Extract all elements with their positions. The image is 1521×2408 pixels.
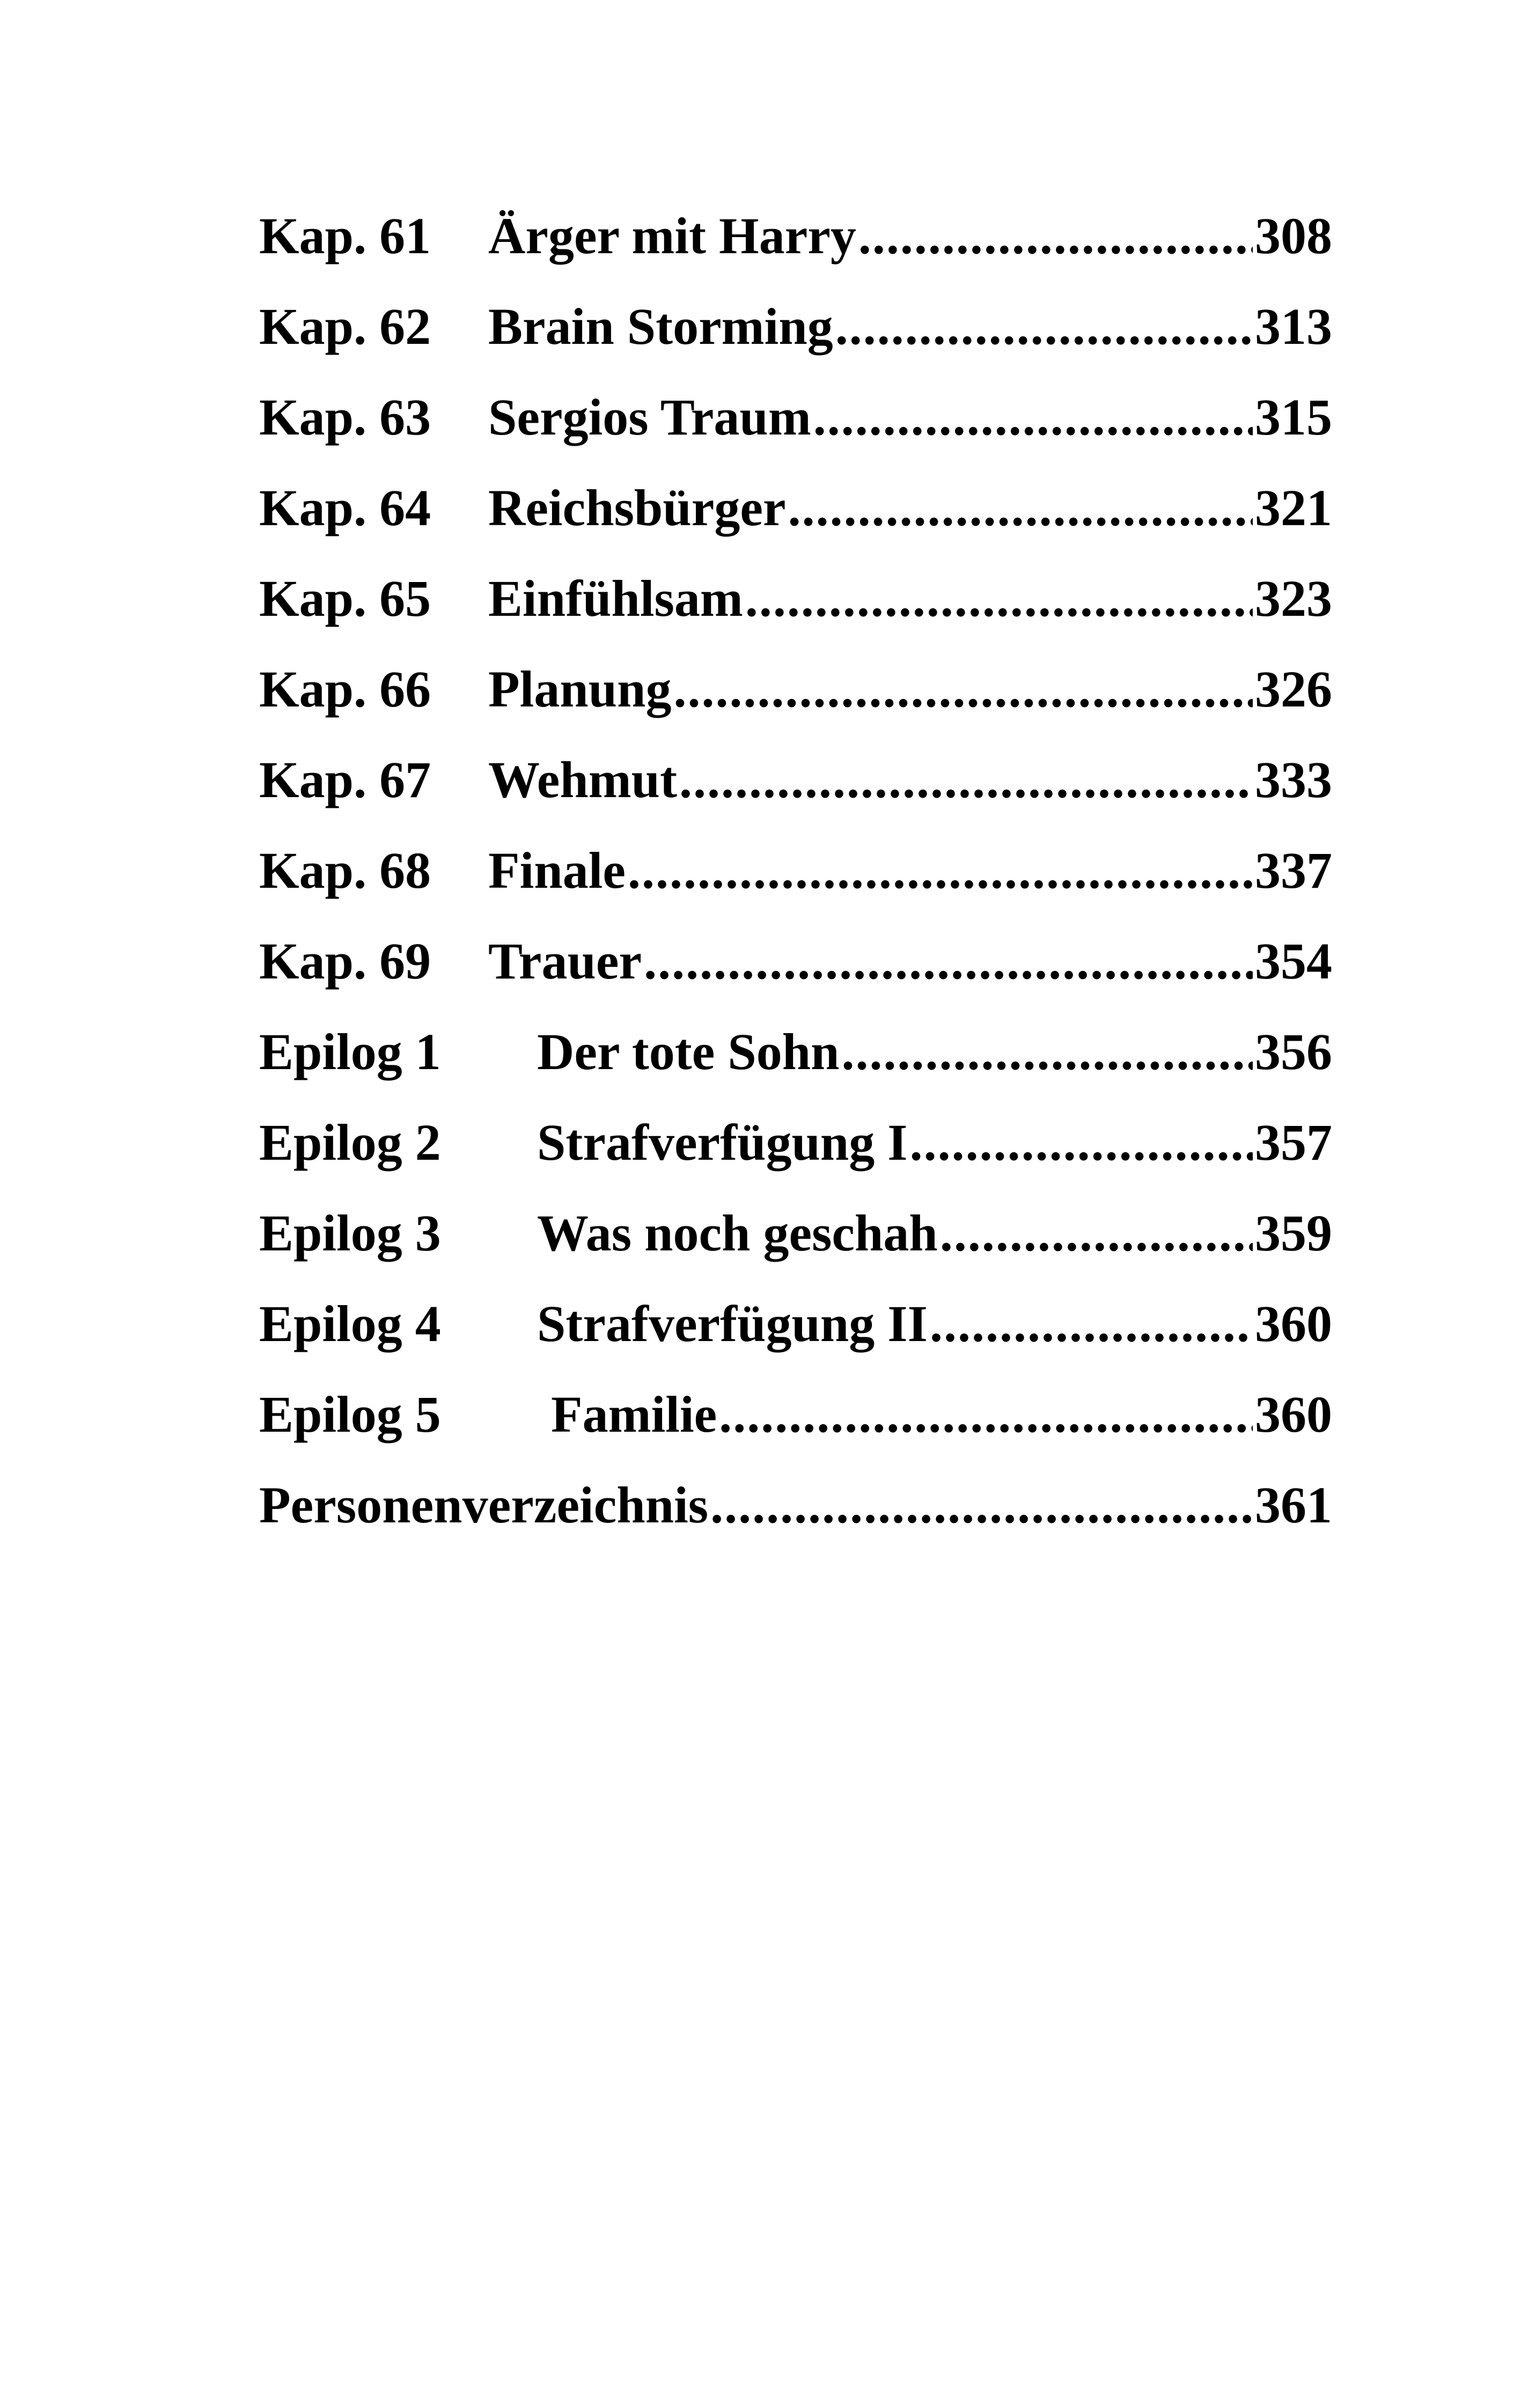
toc-entry-label: Kap. 64 [259,479,431,536]
toc-entry-title: Strafverfügung I [537,1114,908,1171]
toc-entry-page: 354 [1255,932,1332,990]
toc-entry-page: 360 [1255,1295,1332,1352]
toc-entry-epilog-5 [259,1386,1332,1479]
toc-entry-kap-62 [259,298,1332,392]
toc-entry-page: 357 [1255,1114,1332,1171]
toc-entry-title: Strafverfügung II [537,1295,928,1352]
toc-entry-title: Ärger mit Harry [488,207,856,264]
toc-entry-title: Planung [488,660,672,718]
toc-entry-label: Kap. 63 [259,388,431,446]
toc-entry-page: 326 [1255,660,1332,718]
toc-entry-page: 321 [1255,479,1332,536]
toc-dot-leader [835,301,1253,352]
toc-dot-leader [719,1389,1253,1440]
toc-entry-label: Epilog 4 [259,1295,441,1352]
toc-entry-label: Epilog 1 [259,1023,441,1080]
toc-entry-title: Finale [488,842,626,899]
toc-entry-page: 356 [1255,1023,1332,1080]
toc-entry-title: Wehmut [488,751,678,808]
toc-entry-title: Trauer [488,932,642,990]
toc-entry-epilog-1 [259,1023,1332,1117]
toc-dot-leader [788,482,1253,534]
toc-dot-leader [628,845,1253,896]
toc-entry-kap-63 [259,388,1332,482]
toc-entry-label: Kap. 67 [259,751,431,808]
toc-dot-leader [910,1117,1253,1168]
toc-entry-kap-64 [259,479,1332,573]
toc-entry-kap-65 [259,570,1332,664]
toc-entry-page: 315 [1255,388,1332,446]
toc-dot-leader [644,936,1253,987]
toc-entry-label: Kap. 65 [259,570,431,627]
toc-entry-page: 308 [1255,207,1332,264]
toc-entry-epilog-2 [259,1114,1332,1207]
toc-entry-kap-61 [259,207,1332,301]
toc-entry-label: Kap. 69 [259,932,431,990]
toc-entry-label: Kap. 61 [259,207,431,264]
toc-dot-leader [710,1479,1253,1531]
toc-entry-label: Epilog 5 [259,1386,441,1443]
toc-entry-label: Kap. 68 [259,842,431,899]
toc-entry-epilog-4 [259,1295,1332,1389]
toc-entry-kap-69 [259,932,1332,1026]
toc-dot-leader [813,392,1253,443]
toc-entry-page: 323 [1255,570,1332,627]
toc-entry-title: Einfühlsam [488,570,743,627]
toc-entry-title: Der tote Sohn [537,1023,840,1080]
toc-entry-page: 333 [1255,751,1332,808]
toc-entry-kap-68 [259,842,1332,936]
toc-dot-leader [842,1026,1253,1078]
toc-dot-leader [858,210,1253,262]
toc-entry-page: 359 [1255,1204,1332,1262]
table-of-contents [259,207,1332,1570]
toc-entry-page: 361 [1255,1476,1332,1534]
toc-entry-kap-66 [259,660,1332,754]
toc-entry-title: Reichsbürger [488,479,786,536]
toc-dot-leader [930,1298,1253,1350]
toc-entry-personenverzeichnis [259,1476,1332,1570]
toc-dot-leader [673,664,1253,715]
toc-entry-title: Familie [551,1386,717,1443]
toc-entry-label: Personenverzeichnis [259,1476,709,1534]
toc-dot-leader [940,1207,1253,1259]
toc-entry-page: 360 [1255,1386,1332,1443]
toc-entry-page: 337 [1255,842,1332,899]
toc-entry-epilog-3 [259,1204,1332,1298]
toc-entry-title: Brain Storming [488,298,833,355]
toc-dot-leader [679,754,1253,806]
toc-entry-title: Sergios Traum [488,388,811,446]
toc-entry-label: Kap. 62 [259,298,431,355]
toc-dot-leader [745,573,1253,624]
toc-entry-label: Epilog 3 [259,1204,441,1262]
toc-entry-label: Kap. 66 [259,660,431,718]
toc-entry-kap-67 [259,751,1332,845]
toc-entry-label: Epilog 2 [259,1114,441,1171]
toc-entry-page: 313 [1255,298,1332,355]
toc-entry-title: Was noch geschah [537,1204,938,1262]
